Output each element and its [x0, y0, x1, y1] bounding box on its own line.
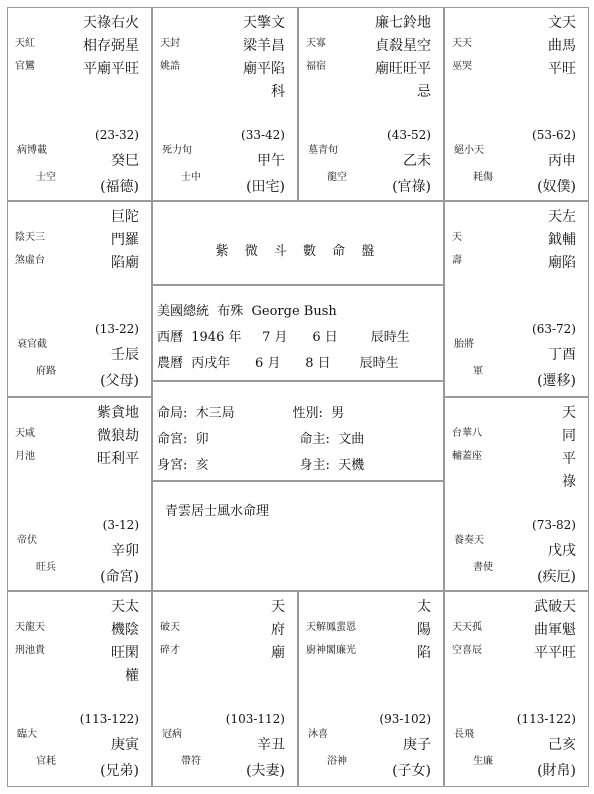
gods-1: 衰官截	[17, 339, 47, 350]
palace-name: (兄弟)	[100, 763, 139, 779]
palace-name: (財帛)	[537, 763, 576, 779]
minor-stars: 天天孤 空喜辰	[452, 622, 482, 656]
palace-name: (父母)	[100, 373, 139, 389]
age-range: (53-62)	[532, 128, 576, 142]
age-range: (73-82)	[532, 518, 576, 532]
palace-name: (夫妻)	[246, 763, 285, 779]
gods-2: 官耗	[36, 756, 56, 767]
palace-line: 命宮: 卯 命主: 文曲	[157, 432, 365, 447]
palace-name: (遷移)	[537, 373, 576, 389]
major-stars: 天 同 平 祿	[562, 405, 576, 490]
gods-2: 士中	[181, 172, 201, 183]
minor-stars: 天紅 官鸞	[15, 38, 35, 72]
gods-2: 書使	[473, 562, 493, 573]
major-stars: 天 府 廟	[271, 599, 285, 661]
stem-branch: 癸巳	[111, 153, 139, 169]
birth-info-box	[152, 285, 444, 381]
name-line: 美國總統 布殊 George Bush	[157, 304, 337, 319]
gods-2: 軍	[473, 366, 483, 377]
gods-1: 死力旬	[162, 145, 192, 156]
palace-jie	[444, 397, 589, 591]
minor-stars: 天咸 月池	[15, 428, 35, 462]
gods-2: 龍空	[327, 172, 347, 183]
palace-name: (田宅)	[246, 179, 285, 195]
gods-1: 長飛	[454, 729, 474, 740]
palace-name: (疾厄)	[537, 569, 576, 585]
palace-guanlu	[298, 7, 444, 201]
minor-stars: 天 壽	[452, 232, 462, 266]
palace-qianyi	[444, 201, 589, 397]
studio-box	[152, 481, 444, 591]
gods-1: 病博載	[17, 145, 47, 156]
minor-stars: 天龍天 刑池貴	[15, 622, 45, 656]
gods-1: 胎將	[454, 339, 474, 350]
palace-minggong	[7, 397, 152, 591]
major-stars: 武破天 曲軍魁 平平旺	[534, 599, 576, 661]
major-stars: 天祿右火 相存弼星 平廟平旺	[83, 15, 139, 77]
palace-name: (子女)	[392, 763, 431, 779]
lunar-date: 農曆 丙戌年 6 月 8 日 辰時生	[157, 356, 399, 371]
stem-branch: 丁酉	[548, 347, 576, 363]
age-range: (43-52)	[387, 128, 431, 142]
body-line: 身宮: 亥 身主: 天機	[157, 458, 365, 473]
minor-stars: 破天 碎才	[160, 622, 180, 656]
minor-stars: 台華八 輔蓋座	[452, 428, 482, 462]
age-range: (113-122)	[516, 712, 576, 726]
age-range: (13-22)	[95, 322, 139, 336]
studio-name: 青雲居士風水命理	[165, 504, 270, 519]
ming-info-box	[152, 381, 444, 481]
major-stars: 廉七鈴地 貞殺星空 廟旺旺平 忌	[375, 15, 431, 100]
element-line: 命局: 木三局 性別: 男	[157, 406, 345, 421]
solar-date: 西曆 1946 年 7 月 6 日 辰時生	[157, 330, 410, 345]
gods-2: 旺兵	[36, 562, 56, 573]
palace-name: (官祿)	[392, 179, 431, 195]
gods-1: 養奏天	[454, 535, 484, 546]
stem-branch: 丙申	[548, 153, 576, 169]
age-range: (3-12)	[102, 518, 139, 532]
age-range: (103-112)	[225, 712, 285, 726]
major-stars: 太 陽 陷	[417, 599, 431, 661]
palace-tianzhai	[152, 7, 298, 201]
palace-nupu	[444, 7, 589, 201]
stem-branch: 庚寅	[111, 737, 139, 753]
palace-caibo	[444, 591, 589, 787]
major-stars: 天擎文 梁羊昌 廟平陷 科	[243, 15, 285, 100]
gods-2: 府路	[36, 366, 56, 377]
stem-branch: 甲午	[257, 153, 285, 169]
gods-1: 冠病	[162, 729, 182, 740]
chart-title: 紫 微 斗 數 命 盤	[215, 244, 381, 259]
chart-title-box	[152, 201, 444, 285]
stem-branch: 庚子	[403, 737, 431, 753]
gods-1: 墓青旬	[308, 145, 338, 156]
minor-stars: 天解鳳蜚恩 廚神閣廉光	[306, 622, 356, 656]
age-range: (23-32)	[95, 128, 139, 142]
palace-name: (福德)	[100, 179, 139, 195]
palace-name: (命宮)	[100, 569, 139, 585]
stem-branch: 辛卯	[111, 543, 139, 559]
gods-2: 浴神	[327, 756, 347, 767]
stem-branch: 壬辰	[111, 347, 139, 363]
gods-1: 沐喜	[308, 729, 328, 740]
major-stars: 天左 鉞輔 廟陷	[548, 209, 576, 271]
palace-fuqi	[152, 591, 298, 787]
major-stars: 天太 機陰 旺閑 權	[111, 599, 139, 684]
stem-branch: 乙未	[403, 153, 431, 169]
gods-1: 絕小天	[454, 145, 484, 156]
age-range: (33-42)	[241, 128, 285, 142]
minor-stars: 天寡 福宿	[306, 38, 326, 72]
stem-branch: 辛丑	[257, 737, 285, 753]
minor-stars: 天天 巫哭	[452, 38, 472, 72]
major-stars: 文天 曲馬 平旺	[548, 15, 576, 77]
major-stars: 巨陀 門羅 陷廟	[111, 209, 139, 271]
stem-branch: 戊戌	[548, 543, 576, 559]
gods-2: 生廉	[473, 756, 493, 767]
gods-1: 臨大	[17, 729, 37, 740]
minor-stars: 天封 姚誥	[160, 38, 180, 72]
palace-fude	[7, 7, 152, 201]
gods-2: 帶符	[181, 756, 201, 767]
palace-zinv	[298, 591, 444, 787]
gods-1: 帝伏	[17, 535, 37, 546]
palace-name: (奴僕)	[537, 179, 576, 195]
age-range: (93-102)	[379, 712, 431, 726]
major-stars: 紫貪地 微狼劫 旺利平	[97, 405, 139, 467]
age-range: (63-72)	[532, 322, 576, 336]
palace-fumu	[7, 201, 152, 397]
minor-stars: 陰天三 煞虛台	[15, 232, 45, 266]
palace-xiongdi	[7, 591, 152, 787]
stem-branch: 己亥	[548, 737, 576, 753]
gods-2: 士空	[36, 172, 56, 183]
age-range: (113-122)	[79, 712, 139, 726]
gods-2: 耗傷	[473, 172, 493, 183]
